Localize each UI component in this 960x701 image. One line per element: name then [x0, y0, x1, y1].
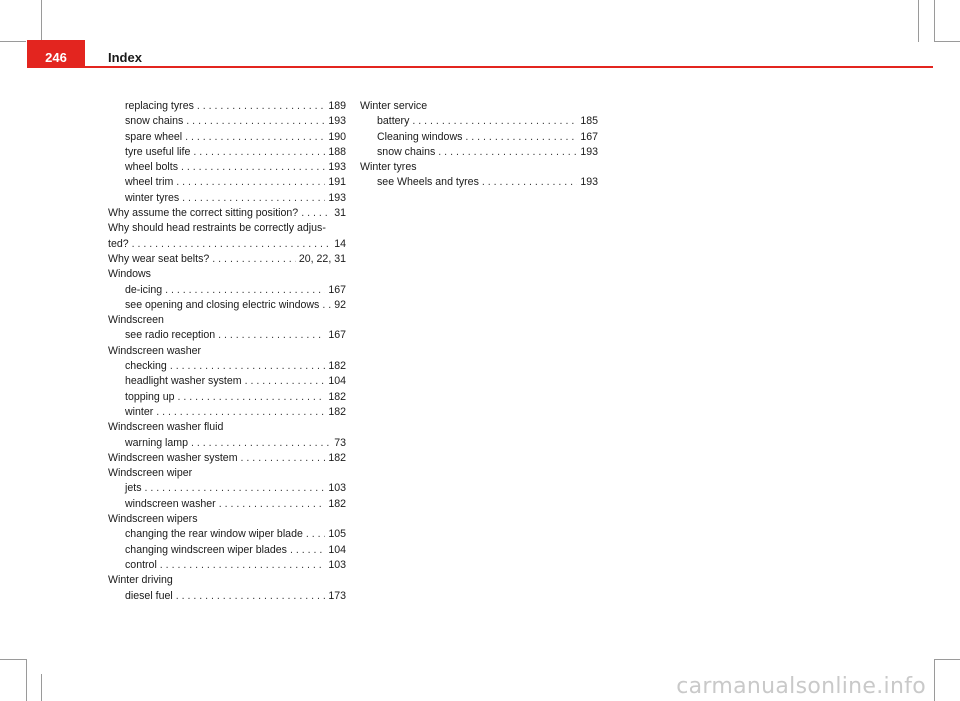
crop-mark	[934, 0, 935, 42]
dot-leader	[191, 436, 331, 451]
crop-mark	[0, 41, 26, 42]
index-entry-page: 182	[328, 390, 346, 403]
index-heading: Windscreen washer	[108, 344, 202, 357]
index-entry	[108, 114, 346, 129]
index-entry	[108, 436, 346, 451]
index-entry-term: ted?	[108, 237, 129, 250]
index-entry	[108, 160, 346, 175]
index-entry-page: 185	[580, 115, 598, 128]
dot-leader	[176, 175, 325, 190]
index-entry-term: see Wheels and tyres	[377, 176, 479, 189]
crop-mark	[934, 41, 960, 42]
index-entry-term: snow chains	[377, 145, 436, 158]
dot-leader	[185, 130, 325, 145]
index-entry-page: 193	[328, 161, 346, 174]
index-entry-term: Why assume the correct sitting position?	[108, 207, 299, 220]
index-heading: Winter tyres	[360, 161, 417, 174]
index-entry-page: 189	[328, 100, 346, 112]
crop-mark	[934, 659, 935, 701]
dot-leader	[145, 481, 326, 496]
crop-mark	[26, 659, 27, 701]
index-entry-page: 193	[580, 145, 598, 158]
index-entry-page: 182	[328, 360, 346, 373]
index-entry-term: Why wear seat belts?	[108, 252, 210, 265]
index-entry-page: 104	[328, 375, 346, 388]
dot-leader	[177, 390, 325, 405]
crop-mark	[41, 0, 42, 42]
crop-mark	[918, 0, 919, 42]
index-entry-page: 182	[328, 497, 346, 510]
index-entry-term: Cleaning windows	[377, 130, 463, 143]
dot-leader	[170, 359, 326, 374]
index-entry	[108, 175, 346, 190]
index-entry	[108, 481, 346, 496]
dot-leader	[176, 589, 326, 604]
index-entry	[108, 99, 346, 114]
index-entry	[108, 497, 346, 512]
dot-leader	[181, 160, 325, 175]
index-entry-page: 167	[328, 329, 346, 342]
dot-leader	[219, 497, 326, 512]
index-entry	[108, 130, 346, 145]
index-entry-page: 103	[328, 558, 346, 571]
index-entry-page: 103	[328, 482, 346, 495]
index-entry-term: changing the rear window wiper blade	[125, 528, 303, 541]
index-column-right	[360, 99, 598, 191]
index-entry-term: diesel fuel	[125, 589, 173, 602]
dot-leader	[482, 175, 577, 190]
index-heading: Windows	[108, 268, 151, 281]
watermark: carmanualsonline.info	[676, 674, 926, 699]
index-entry	[360, 114, 598, 129]
index-entry-term: de-icing	[125, 283, 163, 296]
crop-mark	[0, 659, 26, 660]
index-entry-page: 193	[580, 176, 598, 189]
index-entry-term: spare wheel	[125, 130, 183, 143]
index-entry	[108, 543, 346, 558]
index-entry	[108, 237, 346, 252]
dot-leader	[290, 543, 325, 558]
index-entry-term: Why should head restraints be correctly adjus-	[108, 222, 326, 235]
index-entry-term: windscreen washer	[125, 497, 216, 510]
index-entry-term: headlight washer system	[125, 375, 242, 388]
index-entry	[108, 558, 346, 573]
dot-leader	[465, 130, 577, 145]
dot-leader	[322, 298, 331, 313]
index-entry	[108, 252, 346, 267]
header-rule	[27, 66, 933, 68]
index-entry	[108, 298, 346, 313]
index-heading: Windscreen washer fluid	[108, 421, 224, 434]
index-entry-page: 167	[328, 283, 346, 296]
dot-leader	[160, 558, 326, 573]
index-entry-term: replacing tyres	[125, 100, 194, 112]
dot-leader	[193, 145, 325, 160]
dot-leader	[186, 114, 325, 129]
index-entry	[108, 191, 346, 206]
index-entry-page: 193	[328, 191, 346, 204]
index-entry-page: 191	[328, 176, 346, 189]
index-entry-page: 182	[328, 405, 346, 418]
index-heading: Windscreen wiper	[108, 467, 193, 480]
index-entry-page: 167	[580, 130, 598, 143]
index-entry-page: 92	[334, 298, 346, 311]
index-entry-term: winter tyres	[125, 191, 180, 204]
index-entry-term: wheel bolts	[125, 161, 178, 174]
dot-leader	[212, 252, 296, 267]
index-entry-term: battery	[377, 115, 410, 128]
index-entry-term: control	[125, 558, 157, 571]
crop-mark	[934, 659, 960, 660]
dot-leader	[306, 527, 325, 542]
index-entry-page: 193	[328, 115, 346, 128]
crop-mark	[41, 674, 42, 701]
dot-leader	[156, 405, 325, 420]
index-entry-page: 31	[334, 207, 346, 220]
index-entry-page: 105	[328, 528, 346, 541]
index-entry-page: 173	[328, 589, 346, 602]
dot-leader	[241, 451, 326, 466]
index-entry-page: 14	[334, 237, 346, 250]
index-heading: Winter driving	[108, 574, 173, 587]
index-entry	[108, 451, 346, 466]
index-entry-term: winter	[125, 405, 154, 418]
page-title: Index	[108, 50, 142, 65]
index-entry-page: 182	[328, 451, 346, 464]
index-entry	[108, 405, 346, 420]
index-entry	[108, 145, 346, 160]
page-number: 246	[45, 50, 67, 65]
index-entry-term: warning lamp	[125, 436, 189, 449]
index-entry-term: changing windscreen wiper blades	[125, 543, 287, 556]
dot-leader	[182, 191, 325, 206]
index-entry-term: see radio reception	[125, 329, 216, 342]
index-heading: Windscreen	[108, 314, 164, 327]
index-entry	[108, 328, 346, 343]
dot-leader	[218, 328, 325, 343]
index-entry-term: tyre useful life	[125, 145, 191, 158]
dot-leader	[301, 206, 331, 221]
dot-leader	[165, 283, 325, 298]
index-entry-page: 104	[328, 543, 346, 556]
index-column-left	[108, 99, 346, 604]
index-entry-term: checking	[125, 360, 167, 373]
index-heading: Winter service	[360, 100, 428, 112]
index-entry	[108, 374, 346, 389]
index-entry	[108, 359, 346, 374]
index-entry-term: wheel trim	[125, 176, 174, 189]
dot-leader	[412, 114, 577, 129]
index-entry-page: 188	[328, 145, 346, 158]
index-entry	[108, 283, 346, 298]
index-entry	[360, 145, 598, 160]
index-entry-page: 73	[334, 436, 346, 449]
index-entry	[360, 130, 598, 145]
index-entry-term: see opening and closing electric windows	[125, 298, 320, 311]
index-entry-page: 20, 22, 31	[298, 252, 346, 265]
index-entry-term: snow chains	[125, 115, 184, 128]
index-entry-term: topping up	[125, 390, 175, 403]
index-entry	[108, 206, 346, 221]
index-entry	[108, 390, 346, 405]
index-entry-term: Windscreen washer system	[108, 451, 238, 464]
index-heading: Windscreen wipers	[108, 513, 198, 526]
index-entry	[108, 527, 346, 542]
index-entry-term: jets	[125, 482, 142, 495]
dot-leader	[197, 99, 325, 114]
dot-leader	[245, 374, 326, 389]
index-entry	[360, 175, 598, 190]
dot-leader	[438, 145, 577, 160]
index-entry-page: 190	[328, 130, 346, 143]
index-entry	[108, 589, 346, 604]
dot-leader	[132, 237, 332, 252]
